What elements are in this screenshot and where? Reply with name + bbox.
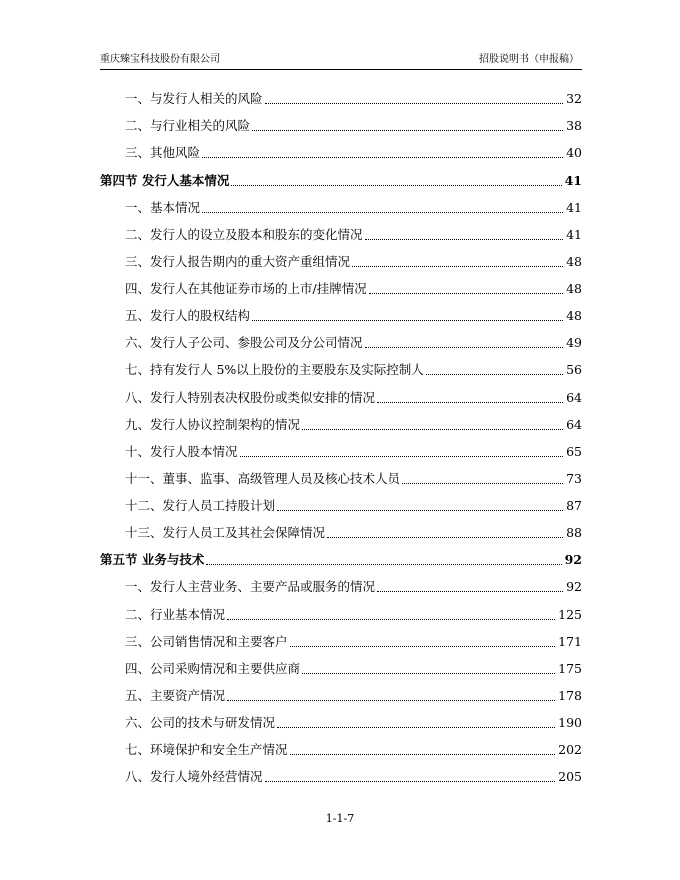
toc-entry[interactable] [100,409,582,436]
toc-entry[interactable] [100,192,582,219]
toc-entry[interactable] [100,300,582,327]
dot-leader [227,700,555,701]
dot-leader [277,727,555,728]
dot-leader [402,483,563,484]
toc-entry[interactable] [100,463,582,490]
toc-entry-page-number: 73 [566,470,582,486]
dot-leader [290,754,556,755]
toc-entry-title: 七、持有发行人 5%以上股份的主要股东及实际控制人 [125,362,424,378]
toc-section-heading[interactable] [100,544,582,571]
dot-leader [252,130,563,131]
toc-entry-title: 八、发行人特别表决权股份或类似安排的情况 [125,389,376,405]
toc-entry-title: 十一、董事、监事、高级管理人员及核心技术人员 [125,470,401,486]
toc-entry[interactable] [100,571,582,598]
toc-entry[interactable] [100,490,582,517]
page-header [100,54,582,70]
toc-entry-page-number: 178 [558,687,582,703]
toc-entry-title: 第五节 业务与技术 [100,552,205,568]
toc-entry-title: 三、发行人报告期内的重大资产重组情况 [125,253,351,269]
toc-entry-title: 十二、发行人员工持股计划 [125,498,276,513]
toc-entry-page-number: 38 [566,118,582,134]
table-of-contents [100,83,582,788]
toc-entry-title: 六、发行人子公司、参股公司及分公司情况 [125,335,363,351]
dot-leader [352,266,563,267]
toc-entry-page-number: 56 [566,362,582,378]
dot-leader [252,320,563,321]
dot-leader [369,293,563,294]
toc-entry[interactable] [100,734,582,761]
toc-entry[interactable] [100,626,582,653]
toc-entry-page-number: 48 [566,308,582,324]
page-number: 1-1-7 [325,812,355,825]
dot-leader [377,402,563,403]
dot-leader [206,564,561,565]
toc-entry-title: 四、发行人在其他证券市场的上市/挂牌情况 [125,281,367,296]
toc-entry-page-number: 64 [566,416,582,432]
toc-entry-title: 二、发行人的设立及股本和股东的变化情况 [125,226,363,242]
header-document-title: 招股说明书（申报稿） [479,54,579,65]
toc-entry[interactable] [100,219,582,246]
dot-leader [365,347,564,348]
toc-entry-title: 二、与行业相关的风险 [125,118,251,134]
toc-entry[interactable] [100,517,582,544]
toc-entry[interactable] [100,83,582,110]
toc-entry-page-number: 65 [566,443,582,459]
toc-entry[interactable] [100,327,582,354]
header-company-name: 重庆臻宝科技股份有限公司 [100,54,220,65]
toc-entry-title: 一、基本情况 [125,199,201,215]
dot-leader [265,781,556,782]
toc-entry-title: 五、发行人的股权结构 [125,308,251,324]
toc-entry-title: 十、发行人股本情况 [125,443,238,459]
dot-leader [227,619,555,620]
toc-entry-title: 十三、发行人员工及其社会保障情况 [125,525,326,541]
toc-entry[interactable] [100,110,582,137]
toc-entry-title: 二、行业基本情况 [125,606,226,622]
dot-leader [377,591,563,592]
toc-entry-title: 七、环境保护和安全生产情况 [125,742,288,758]
toc-entry[interactable] [100,598,582,625]
toc-entry-page-number: 41 [566,199,582,215]
toc-entry-page-number: 48 [566,281,582,296]
toc-entry-title: 三、公司销售情况和主要客户 [125,633,288,649]
toc-entry-page-number: 202 [558,742,582,758]
toc-entry-title: 九、发行人协议控制架构的情况 [125,416,301,432]
toc-entry-page-number: 88 [566,525,582,541]
toc-entry[interactable] [100,707,582,734]
toc-entry[interactable] [100,381,582,408]
toc-section-heading[interactable] [100,164,582,191]
dot-leader [290,646,556,647]
toc-entry[interactable] [100,436,582,463]
dot-leader [202,157,563,158]
toc-entry[interactable] [100,354,582,381]
toc-entry-page-number: 40 [566,145,582,161]
toc-entry[interactable] [100,653,582,680]
toc-entry-title: 四、公司采购情况和主要供应商 [125,660,301,676]
toc-entry-page-number: 92 [566,579,582,595]
toc-entry-page-number: 41 [566,226,582,242]
toc-entry-title: 三、其他风险 [125,145,201,161]
toc-entry[interactable] [100,761,582,788]
dot-leader [302,673,555,674]
dot-leader [365,239,564,240]
toc-entry-page-number: 190 [558,715,582,730]
dot-leader [231,185,561,186]
toc-entry-page-number: 64 [566,389,582,405]
toc-entry-title: 一、与发行人相关的风险 [125,91,263,107]
toc-entry-page-number: 48 [566,253,582,269]
dot-leader [265,103,564,104]
toc-entry-page-number: 41 [564,172,582,188]
toc-entry-title: 五、主要资产情况 [125,687,226,703]
dot-leader [426,374,563,375]
toc-entry[interactable] [100,680,582,707]
toc-entry-page-number: 125 [558,606,582,622]
toc-entry-page-number: 49 [566,335,582,351]
toc-entry-page-number: 175 [558,660,582,676]
dot-leader [327,537,563,538]
toc-entry[interactable] [100,137,582,164]
toc-entry-title: 六、公司的技术与研发情况 [125,715,276,730]
toc-entry[interactable] [100,273,582,300]
toc-entry-page-number: 32 [566,91,582,107]
toc-entry-page-number: 92 [564,552,582,568]
toc-entry-title: 第四节 发行人基本情况 [100,172,230,188]
dot-leader [277,510,563,511]
toc-entry-page-number: 87 [566,498,582,513]
dot-leader [302,429,563,430]
toc-entry[interactable] [100,246,582,273]
dot-leader [202,212,563,213]
toc-entry-title: 八、发行人境外经营情况 [125,769,263,785]
toc-entry-page-number: 205 [558,769,582,785]
toc-entry-title: 一、发行人主营业务、主要产品或服务的情况 [125,579,376,595]
toc-entry-page-number: 171 [558,633,582,649]
dot-leader [240,456,564,457]
